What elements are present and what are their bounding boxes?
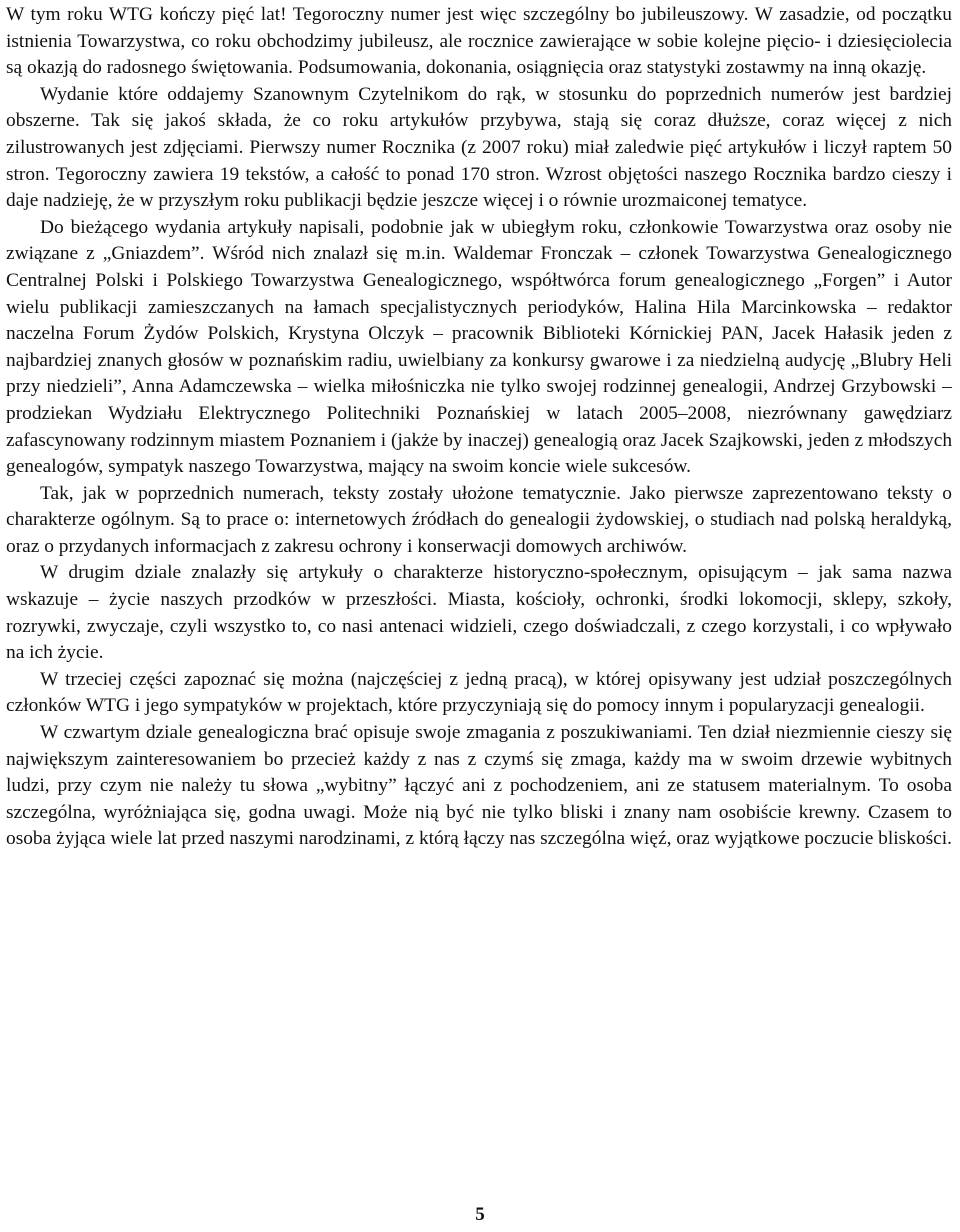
paragraph-general-section: Tak, jak w poprzednich numerach, teksty zostały ułożone tematycznie. Jako pierwsze zaprezentowano teksty o charakterze ogólnym. Są to prace o: internetowych źródłach do genealogii żydowskiej, o studiach nad polską heraldyką, oraz o przydanych informacjach z zakresu ochrony i konserwacji domowych archiwów.: [6, 482, 952, 557]
paragraph-historical-section: W drugim dziale znalazły się artykuły o charakterze historyczno-społecznym, opisującym – jak sama nazwa wskazuje – życie naszych przodków w przeszłości. Miasta, kościoły, ochronki, środki lokomocji, sklepy, szkoły, rozrywki, zwyczaje, czyli wszystko to, co nasi antenaci widzieli, czego doświadczali, z czego korzystali, i co wpływało na ich życie.: [6, 562, 952, 664]
paragraph-edition-size: Wydanie które oddajemy Szanownym Czytelnikom do rąk, w stosunku do poprzednich numerów jest bardziej obszerne. Tak się jakoś składa, że co roku artykułów przybywa, stają się coraz dłuższe, coraz więcej z nich zilustrowanych jest zdjęciami. Pierwszy numer Rocznika (z 2007 roku) miał zaledwie pięć artykułów i liczył raptem 50 stron. Tegoroczny zawiera 19 tekstów, a całość to ponad 170 stron. Wzrost objętości naszego Rocznika bardzo cieszy i daje nadzieję, że w przyszłym roku publikacji będzie jeszcze więcej i o równie urozmaiconej tematyce.: [6, 83, 952, 212]
paragraph-projects-section: W trzeciej części zapoznać się można (najczęściej z jedną pracą), w której opisywany jest udział poszczególnych członków WTG i jego sympatyków w projektach, które przyczyniają się do pomocy innym i popularyzacji genealogii.: [6, 668, 952, 717]
paragraph-research-section: W czwartym dziale genealogiczna brać opisuje swoje zmagania z poszukiwaniami. Ten dział niezmiennie cieszy się największym zainteresowaniem bo przecież każdy z nas z czymś się zmaga, każdy ma w swoim drzewie wybitnych ludzi, przy czym nie należy tu słowa „wybitny” łączyć ani z pochodzeniem, ani ze statusem materialnym. To osoba szczególna, wyróżniająca się, godna uwagi. Może nią być nie tylko bliski i znany nam osobiście krewny. Czasem to osoba żyjąca wiele lat przed naszymi narodzinami, z którą łączy nas szczególna więź, oraz wyjątkowe poczucie bliskości.: [6, 722, 952, 850]
paragraph-authors: Do bieżącego wydania artykuły napisali, podobnie jak w ubiegłym roku, członkowie Towarzystwa oraz osoby nie związane z „Gniazdem”. Wśród nich znalazł się m.in. Waldemar Fronczak – członek Towarzystwa Genealogicznego Centralnej Polski i Polskiego Towarzystwa Genealogicznego, współtwórca forum genealogicznego „Forgen” i Autor wielu publikacji zamieszczanych na łamach specjalistycznych periodyków, Halina Hila Marcinkowska – redaktor naczelna Forum Żydów Polskich, Krystyna Olczyk – pracownik Biblioteki Kórnickiej PAN, Jacek Hałasik jeden z najbardziej znanych głosów w poznańskim radiu, uwielbiany za konkursy gwarowe i za niedzielną audycję „Blubry Heli przy niedzieli”, Anna Adamczewska – wielka miłośniczka nie tylko swojej rodzinnej genealogii, Andrzej Grzybowski – prodziekan Wydziału Elektrycznego Politechniki Poznańskiej w latach 2005–2008, niezrównany gawędziarz zafascynowany rodzinnym miastem Poznaniem i (jakże by inaczej) genealogią oraz Jacek Szajkowski, jeden z młodszych genealogów, sympatyk naszego Towarzystwa, mający na swoim koncie wiele sukcesów.: [6, 216, 953, 478]
page-number: 5: [475, 1204, 485, 1225]
paragraph-intro: W tym roku WTG kończy pięć lat! Tegoroczny numer jest więc szczególny bo jubileuszowy. W zasadzie, od początku istnienia Towarzystwa, co roku obchodzimy jubileusz, ale rocznice zawierające w sobie kolejne pięcio- i dziesięciolecia są okazją do radosnego świętowania. Podsumowania, dokonania, osiągnięcia oraz statystyki zostawmy na inną okazję.: [6, 4, 952, 79]
